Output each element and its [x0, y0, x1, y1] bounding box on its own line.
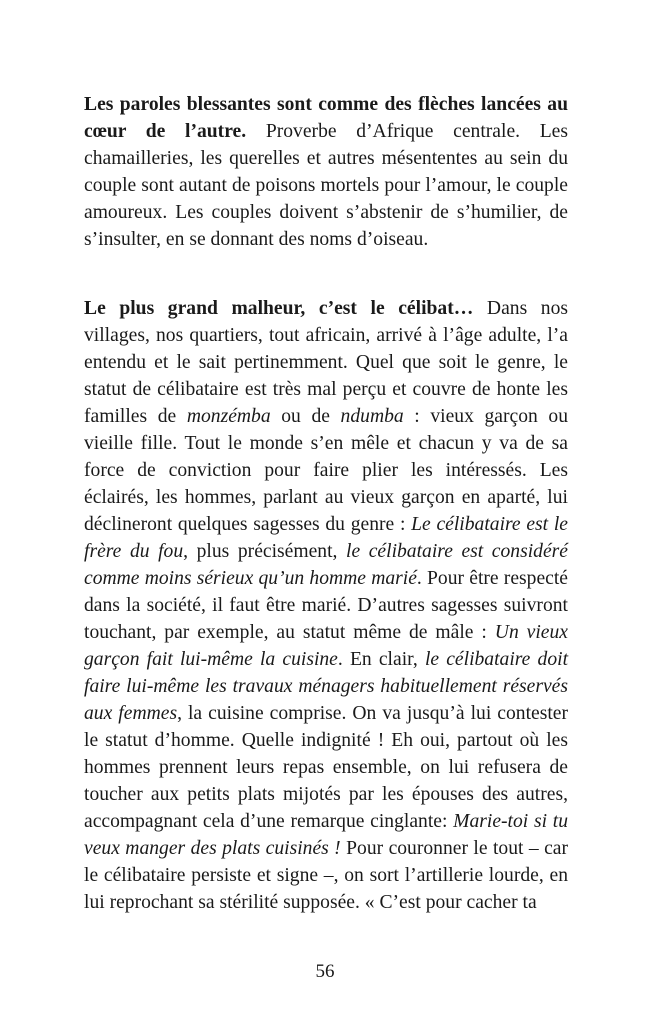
page-number: 56: [315, 961, 335, 982]
paragraph-text: Pour couronner le tout – car le célibataire persiste et signe –, on sort l’artillerie lourde, en lui reprochant sa stérilité supposée. « C’est pour cacher ta: [84, 838, 569, 913]
italic-term: monzémba: [186, 406, 271, 427]
paragraph-text: Proverbe d’Afrique centrale. Les chamailleries, les querelles et autres mésententes au sein du couple sont autant de poisons mortels pour l’amour, le couple amoureux. Les couples doivent s’abstenir de s’humilier, de s’insulter, en se donnant des noms d’oiseau.: [84, 121, 569, 250]
paragraph-lead-heading: Les paroles blessantes sont comme des flèches lancées au cœur de l’autre.: [84, 94, 568, 142]
paragraph-text: Dans nos villages, nos quartiers, tout africain, arrivé à l’âge adulte, l’a entendu et le sait pertinemment. Quel que soit le genre, le statut de célibataire est très mal perçu et couvre de honte les familles de: [84, 298, 568, 427]
paragraph-text: . En clair,: [337, 649, 425, 670]
paragraph-text: ou de: [270, 406, 341, 427]
paragraph-text: , plus précisément,: [183, 541, 347, 562]
paragraph-text: : vieux garçon ou vieille fille. Tout le monde s’en mêle et chacun y va de sa force de conviction pour faire plier les intéressés. Les éclairés, les hommes, parlant au vieux garçon en aparté, lui déclineront quelques sagesses du genre :: [84, 406, 568, 535]
italic-term: ndumba: [340, 406, 404, 427]
paragraph-celibacy: [84, 295, 568, 916]
italic-saying: Un vieux garçon fait lui-même la cuisine: [84, 622, 568, 670]
paragraph-text: , la cuisine comprise. On va jusqu’à lui contester le statut d’homme. Quelle indignité ! Eh oui, partout où les hommes prennent leurs repas ensemble, on lui refusera de toucher aux petits plats mijotés par les épouses des autres, accompagnant cela d’une remarque cinglante:: [84, 703, 568, 832]
italic-saying: Le célibataire est le frère du fou: [84, 514, 568, 562]
italic-saying: Marie-toi si tu veux manger des plats cuisinés !: [84, 811, 568, 859]
italic-saying: le célibataire doit faire lui-même les travaux ménagers habituellement réservés aux femmes: [84, 649, 569, 724]
paragraph-lead-heading: Le plus grand malheur, c’est le célibat…: [84, 298, 474, 319]
paragraph-text: . Pour être respecté dans la société, il faut être marié. D’autres sagesses suivront touchant, par exemple, au statut même de mâle :: [84, 568, 568, 643]
italic-saying: le célibataire est considéré comme moins sérieux qu’un homme marié: [84, 541, 568, 589]
paragraph-proverb: [84, 91, 568, 253]
